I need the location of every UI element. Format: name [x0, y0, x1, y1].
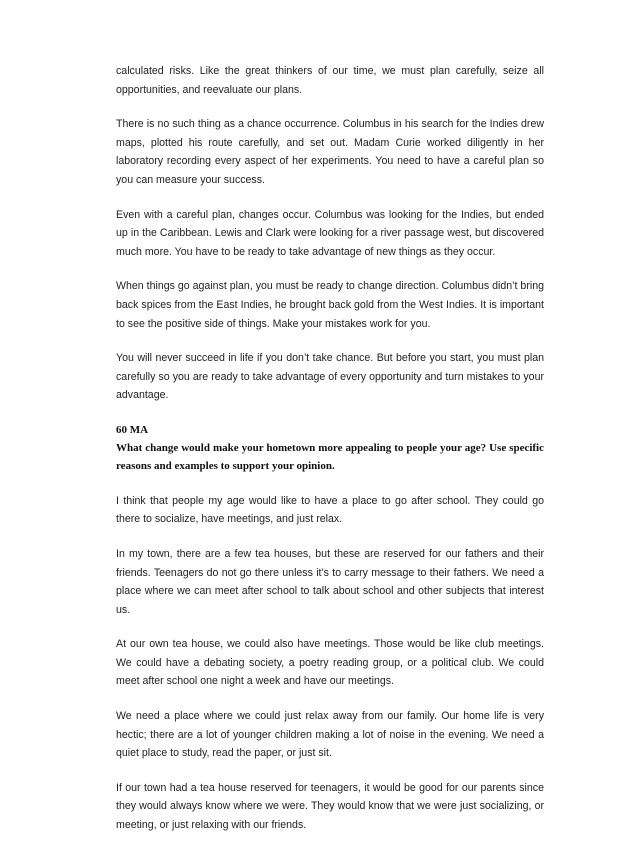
body-paragraph: In my town, there are a few tea houses, but these are reserved for our fathers and their friends. Teenagers do not go there unless it’s to carry message to their fathers. We need a place where we can meet after school to talk about school and other subjects that interest us. — [116, 547, 544, 616]
document-page — [116, 62, 544, 851]
body-paragraph: We need a place where we could just relax away from our family. Our home life is very hectic; there are a lot of younger children making a lot of noise in the evening. We need a quiet place to study, read the paper, or just sit. — [116, 710, 544, 760]
essay-prompt: What change would make your hometown more appealing to people your age? Use specific reasons and examples to support your opinion. — [116, 441, 544, 473]
body-paragraph: You will never succeed in life if you don’t take chance. But before you start, you must plan carefully so you are ready to take advantage of every opportunity and turn mistakes to your advantage. — [116, 352, 544, 402]
body-paragraph: At our own tea house, we could also have meetings. Those would be like club meetings. We could have a debating society, a poetry reading group, or a political club. We could meet after school one night a week and have our meetings. — [116, 638, 544, 688]
body-paragraph: calculated risks. Like the great thinkers of our time, we must plan carefully, seize all opportunities, and reevaluate our plans. — [116, 65, 544, 96]
body-paragraph: Even with a careful plan, changes occur. Columbus was looking for the Indies, but ended up in the Caribbean. Lewis and Clark were looking for a river passage west, but discovered much more. You have to be ready to take advantage of new things as they occur. — [116, 208, 544, 258]
body-paragraph: If our town had a tea house reserved for teenagers, it would be good for our parents since they would always know where we were. They would know that we were just socializing, or meeting, or just relaxing with our friends. — [116, 781, 544, 832]
body-paragraph: There is no such thing as a chance occurrence. Columbus in his search for the Indies drew maps, plotted his route carefully, and set out. Madam Curie worked diligently in her laboratory recording every aspect of her experiments. You need to have a careful plan so you can measure your success. — [116, 118, 544, 186]
body-paragraph: I think that people my age would like to have a place to go after school. They could go there to socialize, have meetings, and just relax. — [116, 494, 544, 526]
body-paragraph: When things go against plan, you must be ready to change direction. Columbus didn’t bring back spices from the East Indies, he brought back gold from the West Indies. It is important to see the positive side of things. Make your mistakes work for you. — [116, 280, 544, 330]
section-number: 60 MA — [116, 423, 149, 436]
